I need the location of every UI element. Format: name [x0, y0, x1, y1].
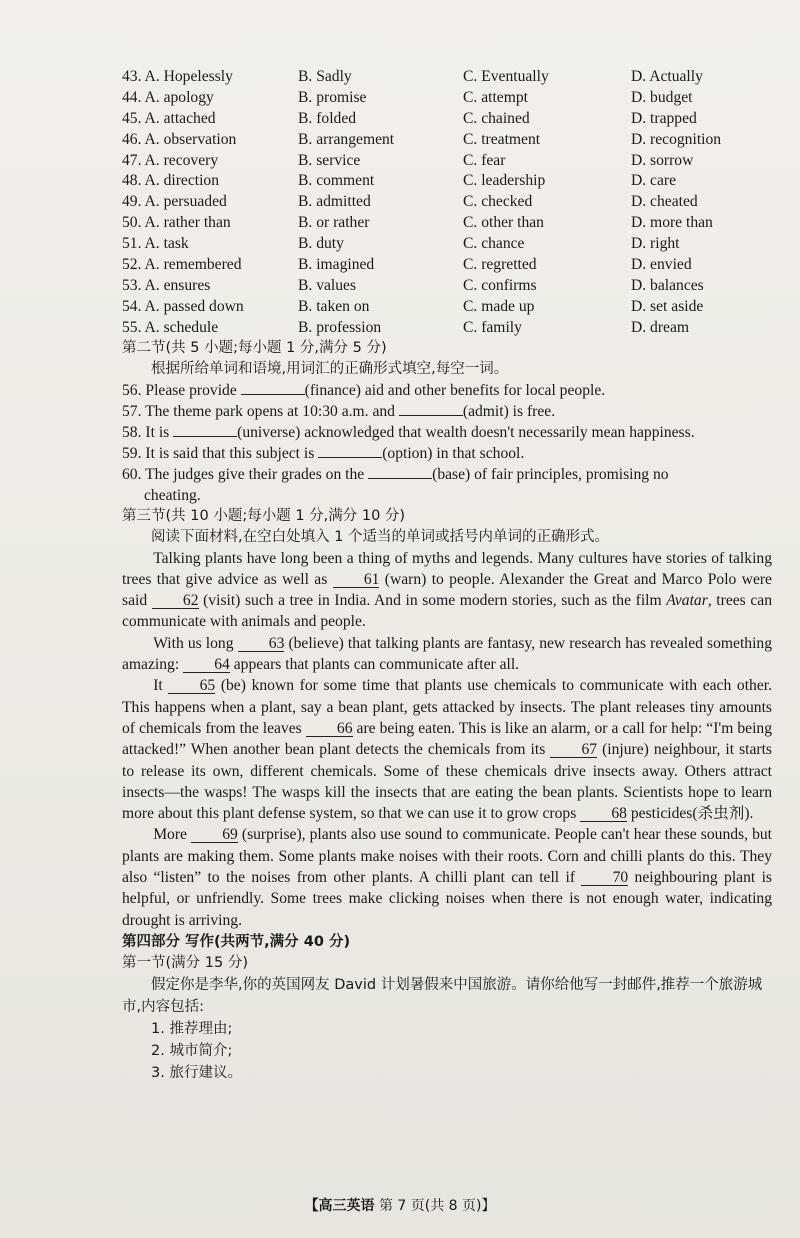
option-c[interactable]: C. Eventually — [463, 68, 549, 85]
answer-blank-59[interactable] — [318, 443, 382, 458]
option-row — [122, 212, 772, 233]
option-row — [122, 108, 772, 129]
option-c[interactable]: C. treatment — [463, 130, 541, 148]
option-b[interactable]: B. imagined — [298, 256, 375, 274]
option-row — [122, 170, 772, 191]
section2-title: 第二节(共 5 小题;每小题 1 分,满分 5 分) — [122, 339, 387, 356]
blank-69[interactable]: 69 — [191, 827, 238, 843]
answer-blank-60[interactable] — [368, 464, 432, 479]
section3-instruction: 阅读下面材料,在空白处填入 1 个适当的单词或括号内单词的正确形式。 — [151, 528, 610, 545]
passage-paragraph-2: With us long 63 (believe) that talking plants are fantasy, new research has revealed something amazing: 64 appears that plants can communicate after all. — [122, 634, 772, 674]
option-c[interactable]: C. fear — [463, 151, 506, 169]
option-b[interactable]: B. comment — [298, 172, 375, 190]
writing-prompt: 假定你是李华,你的英国网友 David 计划暑假来中国旅游。请你给他写一封邮件,推荐一个旅游城市,内容包括: — [122, 976, 763, 1015]
answer-blank-58[interactable] — [173, 422, 237, 437]
option-b[interactable]: B. arrangement — [298, 130, 395, 148]
option-row — [122, 275, 772, 296]
blank-61[interactable]: 61 — [333, 572, 380, 588]
option-q[interactable]: 46. A. observation — [122, 130, 237, 148]
option-c[interactable]: C. checked — [463, 193, 533, 211]
answer-blank-56[interactable] — [241, 380, 305, 395]
option-c[interactable]: C. leadership — [463, 172, 546, 190]
passage-paragraph-1: Talking plants have long been a thing of myths and legends. Many cultures have stories of talking trees that give advice as well as 61 (warn) to people. Alexander the Great and Marco Polo were said 62 (visit) such a tree in India. And in some modern stories, such as the film Avatar, trees can communicate with animals and people. — [122, 549, 772, 631]
writing-item-2: 2. 城市简介; — [151, 1042, 233, 1059]
option-row — [122, 254, 772, 275]
option-d[interactable]: D. more than — [631, 214, 713, 232]
blank-66[interactable]: 66 — [306, 721, 353, 737]
option-c[interactable]: C. chance — [463, 235, 525, 253]
option-b[interactable]: B. folded — [298, 109, 357, 127]
option-row — [122, 66, 772, 87]
option-c[interactable]: C. made up — [463, 297, 535, 315]
option-d[interactable]: D. right — [631, 235, 680, 253]
question-60: 60. The judges give their grades on the (base) of fair principles, promising no cheating. — [122, 465, 669, 504]
option-q[interactable]: 55. A. schedule — [122, 318, 219, 336]
option-d[interactable]: D. recognition — [631, 130, 722, 148]
blank-63[interactable]: 63 — [238, 636, 285, 652]
question-57: 57. The theme park opens at 10:30 a.m. and (admit) is free. — [122, 402, 556, 420]
option-b[interactable]: B. values — [298, 276, 357, 294]
option-q[interactable]: 47. A. recovery — [122, 151, 219, 169]
option-b[interactable]: B. admitted — [298, 193, 371, 211]
option-d[interactable]: D. budget — [631, 88, 693, 106]
option-b[interactable]: B. Sadly — [298, 68, 352, 85]
option-b[interactable]: B. profession — [298, 318, 382, 336]
blank-67[interactable]: 67 — [550, 742, 597, 758]
option-c[interactable]: C. chained — [463, 109, 530, 127]
blank-62[interactable]: 62 — [152, 593, 199, 609]
blank-68[interactable]: 68 — [580, 806, 627, 822]
option-c[interactable]: C. confirms — [463, 276, 537, 294]
writing-item-3: 3. 旅行建议。 — [151, 1064, 242, 1081]
option-q[interactable]: 48. A. direction — [122, 172, 220, 190]
option-b[interactable]: B. promise — [298, 88, 367, 106]
option-q[interactable]: 51. A. task — [122, 235, 189, 253]
answer-blank-57[interactable] — [399, 401, 463, 416]
option-b[interactable]: B. taken on — [298, 297, 370, 315]
part4-title: 第四部分 写作(共两节,满分 40 分) — [122, 933, 351, 950]
question-56: 56. Please provide (finance) aid and other benefits for local people. — [122, 381, 606, 399]
option-d[interactable]: D. cheated — [631, 193, 698, 211]
option-d[interactable]: D. Actually — [631, 68, 703, 85]
option-q[interactable]: 50. A. rather than — [122, 214, 231, 232]
blank-64[interactable]: 64 — [183, 657, 230, 673]
question-59: 59. It is said that this subject is (option) in that school. — [122, 444, 525, 462]
option-row — [122, 87, 772, 108]
option-row — [122, 317, 772, 338]
option-d[interactable]: D. trapped — [631, 109, 697, 127]
option-c[interactable]: C. attempt — [463, 88, 528, 106]
passage-paragraph-3: It 65 (be) known for some time that plants use chemicals to communicate with each other. This happens when a plant, say a bean plant, gets attacked by insects. The plant releases tiny amounts of chemicals from the leaves 66 are being eaten. This is like an alarm, or a call for help: “I'm being attacked!” When another bean plant detects the chemicals from its 67 (injure) neighbour, it starts to release its own, different chemicals. Some of these chemicals drive insects away. Others attract insects—the wasps! The wasps kill the insects that are eating the bean plants. Scientists hope to learn more about this plant defense system, so that we can use it to grow crops 68 pesticides(杀虫剂). — [122, 677, 773, 823]
section2-instruction: 根据所给单词和语境,用词汇的正确形式填空,每空一词。 — [151, 360, 509, 377]
option-d[interactable]: D. balances — [631, 276, 704, 294]
option-q[interactable]: 53. A. ensures — [122, 276, 211, 294]
option-b[interactable]: B. service — [298, 151, 361, 169]
option-q[interactable]: 54. A. passed down — [122, 297, 244, 315]
option-d[interactable]: D. set aside — [631, 297, 704, 315]
blank-70[interactable]: 70 — [581, 870, 628, 886]
option-row — [122, 150, 772, 171]
option-q[interactable]: 49. A. persuaded — [122, 193, 227, 211]
option-d[interactable]: D. dream — [631, 318, 690, 336]
option-c[interactable]: C. regretted — [463, 256, 537, 274]
writing-section1-title: 第一节(满分 15 分) — [122, 954, 248, 971]
passage-paragraph-4: More 69 (surprise), plants also use sound to communicate. People can't hear these sounds, but plants are making them. Some plants make noises with their roots. Corn and chilli plants do this. They also “listen” to the noises from other plants. A chilli plant can tell if 70 neighbouring plant is helpful, or unfriendly. Some trees make clicking noises when there is not enough water, indicating drought is arriving. — [122, 826, 772, 929]
option-q[interactable]: 44. A. apology — [122, 88, 214, 106]
question-58: 58. It is (universe) acknowledged that wealth doesn't necessarily mean happiness. — [122, 423, 695, 441]
blank-65[interactable]: 65 — [168, 678, 215, 694]
cloze-options — [122, 66, 772, 338]
page-footer: 【高三英语 第 7 页(共 8 页)】 — [304, 1198, 496, 1214]
option-b[interactable]: B. or rather — [298, 214, 370, 232]
option-b[interactable]: B. duty — [298, 235, 344, 253]
option-row — [122, 296, 772, 317]
option-row — [122, 129, 772, 150]
option-c[interactable]: C. family — [463, 318, 522, 336]
option-c[interactable]: C. other than — [463, 214, 544, 232]
option-row — [122, 233, 772, 254]
section3-title: 第三节(共 10 小题;每小题 1 分,满分 10 分) — [122, 507, 406, 524]
option-q[interactable]: 52. A. remembered — [122, 256, 242, 274]
option-d[interactable]: D. care — [631, 172, 677, 190]
option-q[interactable]: 43. A. Hopelessly — [122, 68, 233, 85]
option-q[interactable]: 45. A. attached — [122, 109, 216, 127]
writing-item-1: 1. 推荐理由; — [151, 1020, 233, 1037]
option-d[interactable]: D. sorrow — [631, 151, 694, 169]
option-d[interactable]: D. envied — [631, 256, 692, 274]
option-row — [122, 191, 772, 212]
